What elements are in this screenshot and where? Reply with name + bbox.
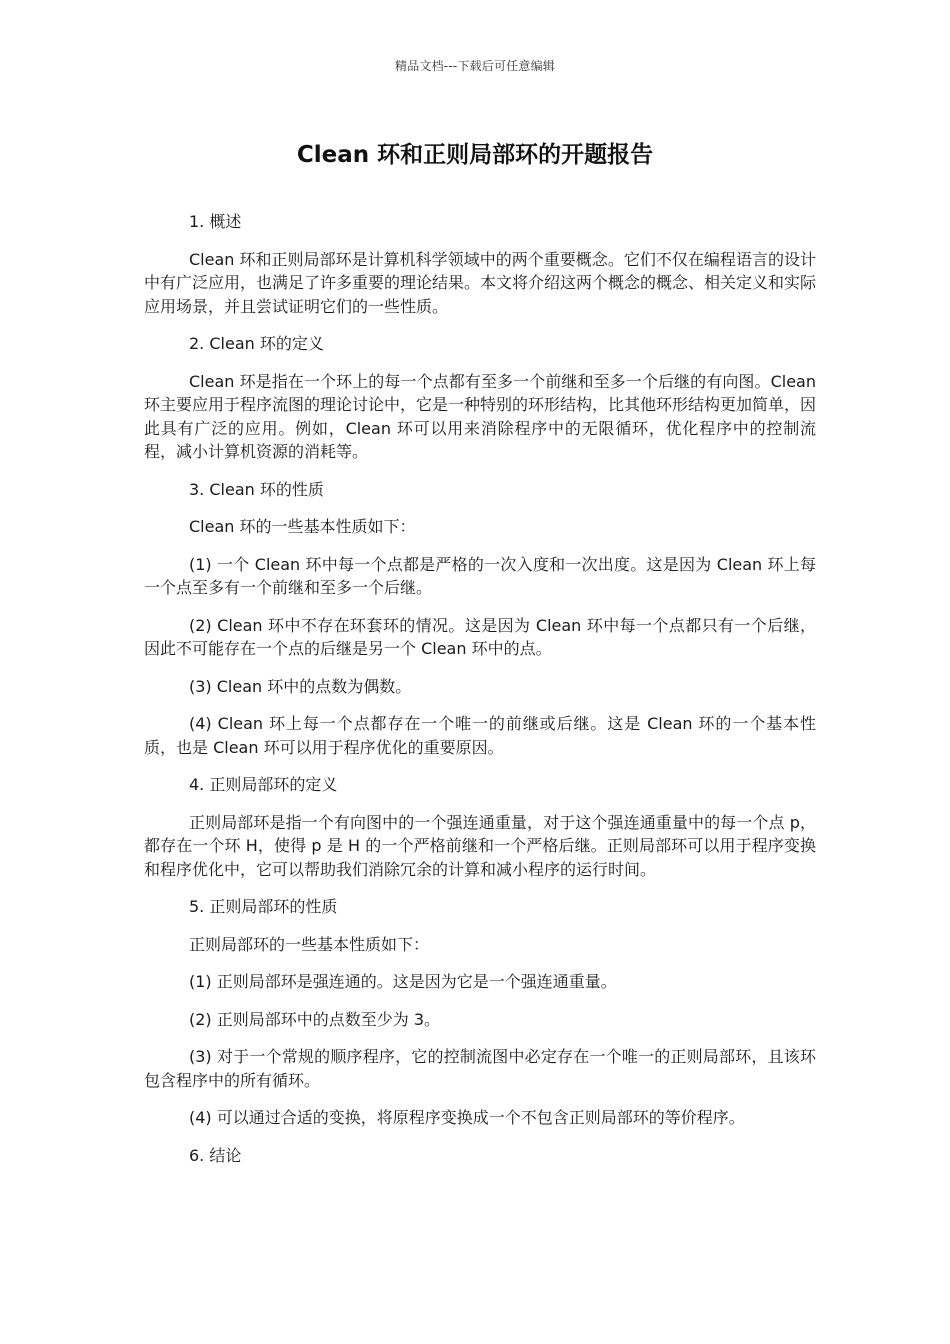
section-heading-regular-local-definition: 4. 正则局部环的定义 [189,775,338,794]
list-item-clean-property-2: (2) Clean 环中不存在环套环的情况。这是因为 Clean 环中每一个点都只有一个后继，因此不可能存在一个点的后继是另一个 Clean 环中的点。 [144,615,816,658]
paragraph-clean-definition: Clean 环是指在一个环上的每一个点都有至多一个前继和至多一个后继的有向图。Clean 环主要应用于程序流图的理论讨论中，它是一种特别的环形结构，比其他环形结构更加简单，因此具有广泛的应用。例如，Clean 环可以用来消除程序中的无限循环，优化程序中的控制流程，减小计算机资源的消耗等。 [144,371,817,461]
page-header: 精品文档---下载后可任意编辑 [395,59,555,73]
paragraph-regular-local-definition: 正则局部环是指一个有向图中的一个强连通重量，对于这个强连通重量中的每一个点 p，都存在一个环 H，使得 p 是 H 的一个严格前继和一个严格后继。正则局部环可以用于程序变换和程序优化中，它可以帮助我们消除冗余的计算和减小程序的运行时间。 [144,812,816,879]
paragraph-regular-local-properties-intro: 正则局部环的一些基本性质如下： [189,934,430,954]
list-item-clean-property-3: (3) Clean 环中的点数为偶数。 [189,676,412,696]
list-item-clean-property-1: (1) 一个 Clean 环中每一个点都是严格的一次入度和一次出度。这是因为 Clean 环上每一个点至多有一个前继和至多一个后继。 [144,554,816,597]
paragraph-clean-properties-intro: Clean 环的一些基本性质如下： [189,517,416,536]
list-item-regular-local-property-4: (4) 可以通过合适的变换，将原程序变换成一个不包含正则局部环的等价程序。 [189,1108,745,1127]
list-item-regular-local-property-3: (3) 对于一个常规的顺序程序，它的控制流图中必定存在一个唯一的正则局部环，且该环包含程序中的所有循环。 [144,1047,816,1090]
section-heading-clean-properties: 3. Clean 环的性质 [189,479,324,499]
document-title: Clean 环和正则局部环的开题报告 [296,142,654,168]
document-body [144,210,816,1181]
section-heading-overview: 1. 概述 [189,212,242,231]
list-item-regular-local-property-1: (1) 正则局部环是强连通的。这是因为它是一个强连通重量。 [189,972,617,991]
list-item-regular-local-property-2: (2) 正则局部环中的点数至少为 3。 [189,1009,441,1029]
list-item-clean-property-4: (4) Clean 环上每一个点都存在一个唯一的前继或后继。这是 Clean 环的一个基本性质，也是 Clean 环可以用于程序优化的重要原因。 [144,714,816,757]
paragraph-overview: Clean 环和正则局部环是计算机科学领域中的两个重要概念。它们不仅在编程语言的设计中有广泛应用，也满足了许多重要的理论结果。本文将介绍这两个概念的概念、相关定义和实际应用场景，并且尝试证明它们的一些性质。 [144,249,817,316]
section-heading-regular-local-properties: 5. 正则局部环的性质 [189,897,338,916]
section-heading-conclusion: 6. 结论 [189,1145,242,1165]
section-heading-clean-definition: 2. Clean 环的定义 [189,334,324,353]
